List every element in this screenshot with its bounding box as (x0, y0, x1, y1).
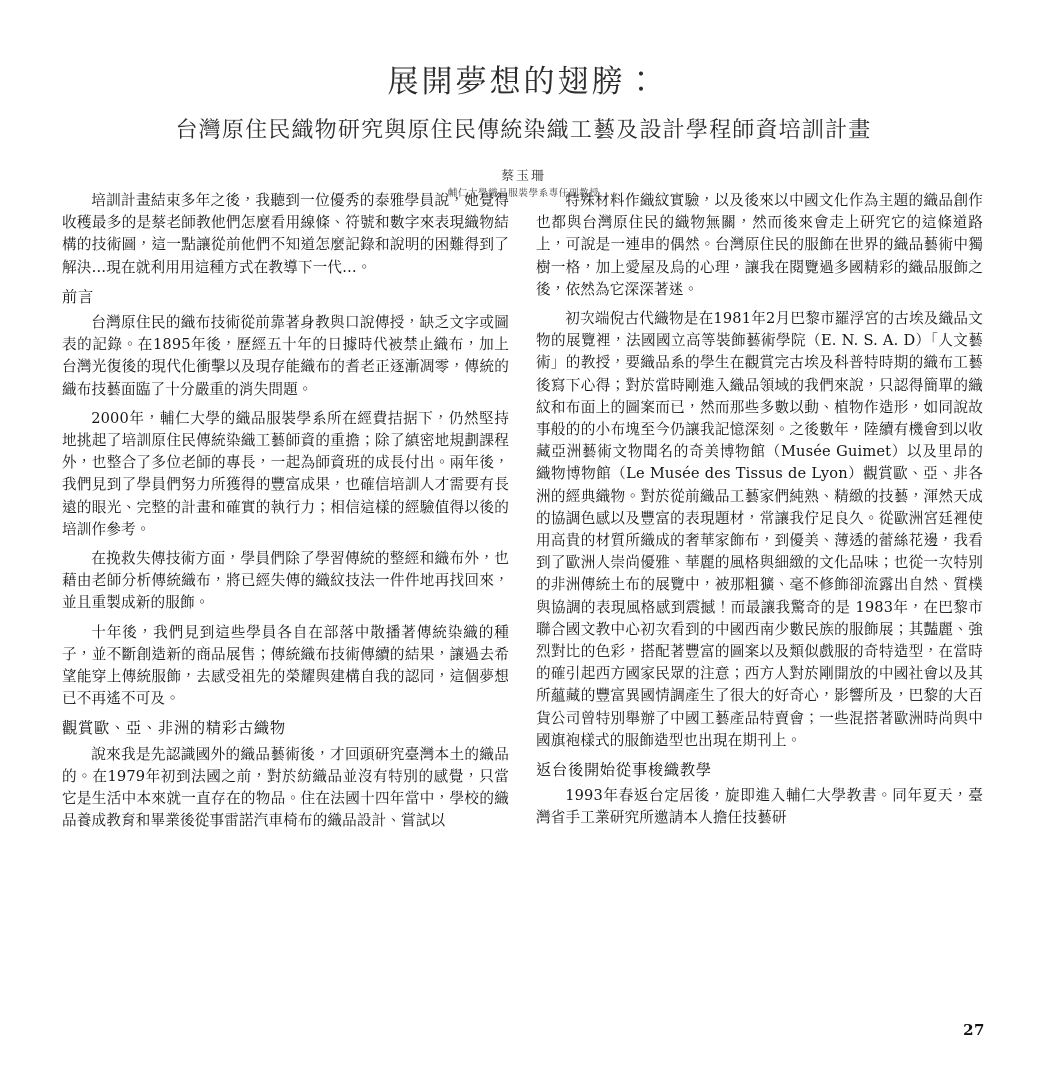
author-affiliation: 輔仁大學織品服裝學系專任副教授 (447, 187, 600, 199)
ancient-textiles-paragraph-1: 說來我是先認識國外的織品藝術後，才回頭研究臺灣本土的織品的。在1979年初到法國之前，對於紡織品並沒有特別的感覺，只當它是生活中本來就一直存在的物品。住在法國十四年當中，學校的織品養成教育和畢業後從事雷諾汽車椅布的織品設計、嘗試以 (62, 745, 509, 830)
author-name: 蔡玉珊 (500, 168, 546, 184)
page-title-sub: 台灣原住民織物研究與原住民傳統染織工藝及設計學程師資培訓計畫 (175, 117, 872, 143)
right-column (536, 190, 983, 837)
preface-paragraph-3: 在挽救失傳技術方面，學員們除了學習傳統的整經和織布外，也藉由老師分析傳統織布，將已經失傳的織紋技法一件件地再找回來，並且重製成新的服飾。 (62, 550, 509, 612)
preface-paragraph-4: 十年後，我們見到這些學員各自在部落中散播著傳統染織的種子，並不斷創造新的商品展售；傳統織布技術傳續的結果，讓過去希望能穿上傳統服飾，去感受祖先的榮耀與建構自我的認同，這個夢想已不再遙不可及。 (62, 623, 509, 708)
opening-quote-paragraph: 培訓計畫結束多年之後，我聽到一位優秀的泰雅學員說，她覺得收穫最多的是蔡老師教他們怎麼看用線條、符號和數字來表現織物結構的技術圖，這一點讓從前他們不知道怎麼記錄和說明的困難得到了解決…現在就利用用這種方式在教導下一代…。 (62, 192, 509, 276)
ancient-textiles-paragraph-1-continued: 特殊材料作織紋實驗，以及後來以中國文化作為主題的織品創作也都與台灣原住民的織物無關，然而後來會走上研究它的這條道路上，可說是一連串的偶然。台灣原住民的服飾在世界的織品藝術中獨樹一格，加上愛屋及烏的心理，讓我在閱覽過多國精彩的織品服飾之後，依然為它深深著迷。 (536, 192, 983, 298)
ancient-textiles-paragraph-2: 初次端倪古代織物是在1981年2月巴黎市羅浮宮的古埃及織品文物的展覽裡，法國國立高等裝飾藝術學院（E. N. S. A. D）「人文藝術」的教授，要織品系的學生在觀賞完古埃及科普特時期的織布工藝後寫下心得；對於當時剛進入織品領域的我們來說，只認得簡單的織紋和布面上的圖案而已，然而那些多數以動、植物作造形，如同說故事般的的小布塊至今仍讓我記憶深刻。之後數年，陸續有機會到以收藏亞洲藝術文物聞名的奇美博物館（Musée Guimet）以及里昂的織物博物館（Le Musée des Tissus de Lyon）觀賞歐、亞、非各洲的經典織物。對於從前織品工藝家們純熟、精緻的技藝，渾然天成的協調色感以及豐富的表現題材，常讓我佇足良久。從歐洲宮廷裡使用高貴的材質所織成的奢華家飾布，到優美、薄透的蕾絲花邊，我看到了歐洲人崇尚優雅、華麗的風格與細緻的文化品味；也從一次特別的非洲傳統土布的展覽中，被那粗獷、毫不修飾卻流露出自然、質樸與協調的表現風格感到震撼！而最讓我驚奇的是 1983年，在巴黎市聯合國文教中心初次看到的中國西南少數民族的服飾展；其豔麗、強烈對比的色彩，搭配著豐富的圖案以及類似戲服的奇特造型，在當時的確引起西方國家民眾的注意；西方人對於剛開放的中國社會以及其所蘊藏的豐富異國情調產生了很大的好奇心，影響所及，巴黎的大百貨公司曾特別舉辦了中國工藝產品特賣會；一些混搭著歐洲時尚與中國旗袍樣式的服飾造型也出現在期刊上。 (536, 310, 983, 749)
page-title-main: 展開夢想的翅膀： (387, 64, 660, 100)
preface-paragraph-1: 台灣原住民的織布技術從前靠著身教與口說傳授，缺乏文字或圖表的記錄。在1895年後，歷經五十年的日據時代被禁止織布，加上台灣光復後的現代化衝擊以及現存能織布的耆老正逐漸凋零，傳統的織布技藝面臨了十分嚴重的消失問題。 (62, 314, 509, 398)
page-number: 27 (963, 1021, 985, 1039)
section-heading-ancient-textiles: 觀賞歐、亞、非洲的精彩古織物 (62, 719, 286, 738)
title-block (0, 0, 1047, 200)
preface-paragraph-2: 2000年，輔仁大學的織品服裝學系所在經費拮据下，仍然堅持地挑起了培訓原住民傳統染織工藝師資的重擔；除了縝密地規劃課程外，也整合了多位老師的專長，一起為師資班的成長付出。兩年後，我們見到了學員們努力所獲得的豐富成果，也確信培訓人才需要有長遠的眼光、完整的計畫和確實的執行力；相信這樣的經驗值得以後的培訓作參考。 (62, 409, 509, 538)
section-heading-return-taiwan: 返台後開始從事梭織教學 (536, 761, 712, 780)
return-taiwan-paragraph-1: 1993年春返台定居後，旋即進入輔仁大學教書。同年夏天，臺灣省手工業研究所邀請本人擔任技藝研 (536, 787, 983, 827)
body-columns (62, 190, 983, 990)
left-column (62, 190, 509, 839)
section-heading-preface: 前言 (62, 287, 94, 306)
